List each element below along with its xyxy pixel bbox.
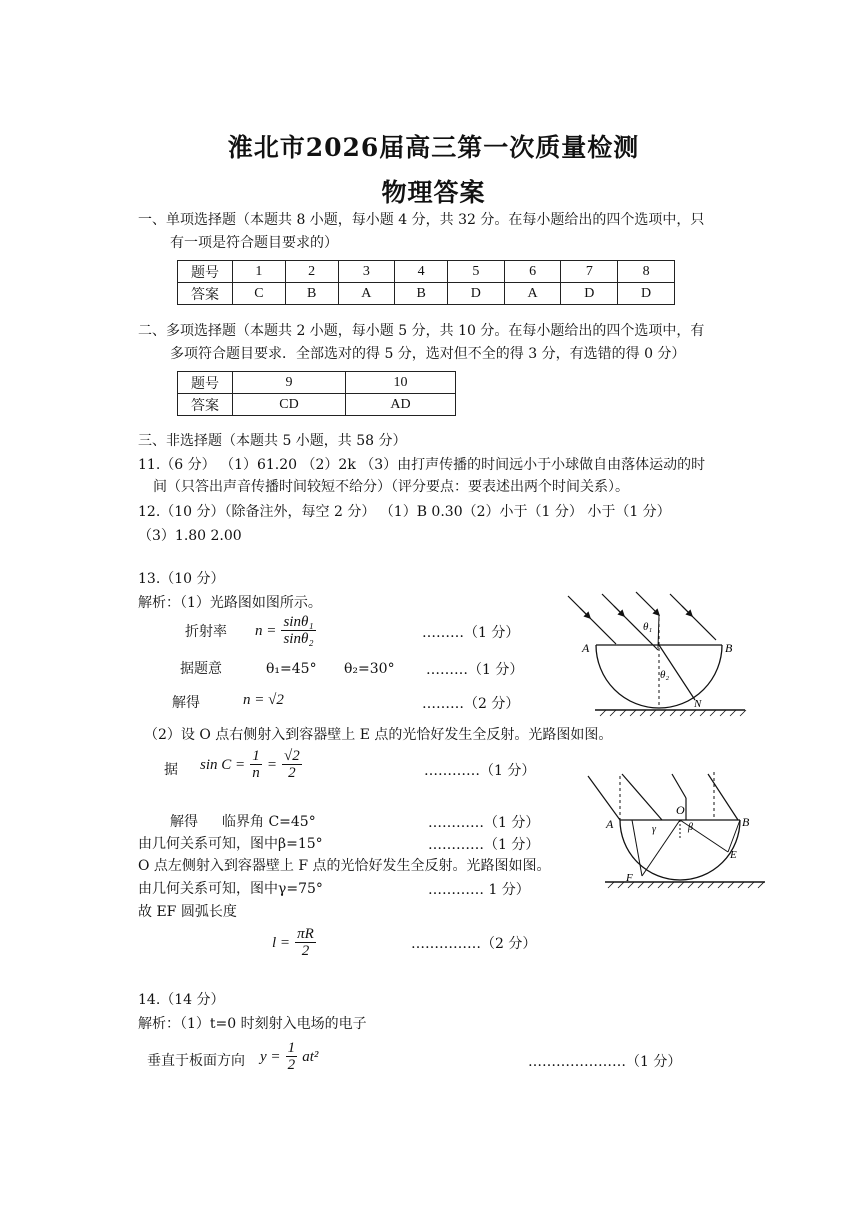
incident-ray — [672, 774, 686, 798]
table-row — [178, 372, 456, 394]
vertical-label: 垂直于板面方向 — [147, 1053, 245, 1069]
row-label: 答案 — [178, 394, 233, 416]
formula-denominator: 2 — [288, 765, 296, 781]
refraction-formula — [255, 614, 316, 647]
formula-lhs: l = — [272, 935, 291, 951]
section1-heading-line1: 一、单项选择题（本题共 8 小题，每小题 4 分，共 32 分。在每小题给出的四个选项中，只 — [138, 212, 705, 228]
row-label: 答案 — [178, 283, 233, 305]
formula-numerator: √2 — [284, 748, 300, 764]
label-n: N — [694, 698, 702, 710]
answer-cell: AD — [346, 394, 456, 416]
answer-cell: A — [338, 283, 395, 305]
formula-numerator: 1 — [252, 748, 260, 764]
arc-length-formula — [272, 926, 316, 959]
section3-heading: 三、非选择题（本题共 5 小题，共 58 分） — [138, 433, 407, 449]
reflected-ray — [642, 820, 680, 876]
arrow-icon — [614, 606, 624, 616]
score-dots: ……………（2 分） — [411, 936, 537, 952]
light-path-diagram-2 — [580, 768, 770, 893]
section2-heading-line2: 多项符合题目要求．全部选对的得 5 分，选对但不全的得 3 分，有选错的得 0 分） — [170, 346, 686, 362]
table-row — [178, 261, 675, 283]
formula-lhs: y = — [260, 1049, 281, 1065]
label-e: E — [730, 849, 737, 861]
formula-numerator: 1 — [287, 1040, 296, 1056]
question-number: 1 — [233, 261, 286, 283]
question-number: 6 — [504, 261, 561, 283]
arc-label: 故 EF 圆弧长度 — [138, 904, 237, 920]
answer-cell: CD — [233, 394, 346, 416]
incident-ray — [670, 594, 716, 640]
sinc-formula — [200, 748, 302, 781]
section2-heading-line1: 二、多项选择题（本题共 2 小题，每小题 5 分，共 10 分。在每小题给出的四个选项中，有 — [138, 323, 705, 339]
question-number: 5 — [447, 261, 504, 283]
formula-denominator: 2 — [287, 1057, 296, 1073]
light-path-diagram-1 — [560, 588, 750, 723]
score-dots: ………（1 分） — [422, 625, 520, 641]
multi-choice-answer-table — [177, 371, 456, 416]
given-label: 据题意 — [180, 661, 222, 677]
displacement-formula — [260, 1040, 318, 1073]
geometry-beta: 由几何关系可知，图中β=15° — [138, 836, 323, 852]
left-side-text: O 点左侧射入到容器壁上 F 点的光恰好发生全反射。光路图如图。 — [138, 858, 551, 874]
question-number: 4 — [395, 261, 448, 283]
label-beta: β — [688, 822, 693, 833]
formula-lhs: n = — [255, 623, 277, 639]
label-a: A — [582, 641, 590, 655]
formula-lhs: sin C = — [200, 757, 246, 773]
formula-numerator: sinθ₁ — [283, 614, 314, 630]
question-number: 7 — [561, 261, 618, 283]
answer-cell: C — [233, 283, 286, 305]
formula-denominator: 2 — [301, 943, 310, 959]
formula-numerator: πR — [297, 926, 314, 942]
answer-cell: B — [395, 283, 448, 305]
section1-heading-line2: 有一项是符合题目要求的） — [170, 235, 338, 251]
ju-label: 据 — [164, 762, 178, 778]
score-dots: ………（2 分） — [422, 696, 520, 712]
q12-line1: 12.（10 分）（除备注外，每空 2 分） （1）B 0.30（2）小于（1 分） 小于（1 分） — [138, 504, 671, 520]
arrow-icon — [580, 608, 590, 618]
q11-line2: 间（只答出声音传播时间较短不给分）（评分要点：要表述出两个时间关系）。 — [153, 479, 629, 495]
q14-analysis: 解析：（1）t=0 时刻射入电场的电子 — [138, 1016, 367, 1032]
row-label: 题号 — [178, 261, 233, 283]
crit-label: 解得 — [170, 814, 198, 830]
score-dots: …………（1 分） — [424, 763, 536, 779]
score-dots: ………… 1 分） — [428, 882, 530, 898]
label-theta2: θ₂ — [660, 669, 670, 681]
incident-ray — [708, 774, 738, 820]
refracted-ray — [632, 820, 642, 876]
q13-analysis: 解析：（1）光路图如图所示。 — [138, 595, 322, 611]
label-gamma: γ — [652, 824, 656, 835]
score-dots: …………（1 分） — [428, 815, 540, 831]
incident-ray — [622, 774, 662, 820]
formula-denominator: n — [252, 765, 260, 781]
answer-cell: A — [504, 283, 561, 305]
label-f: F — [626, 872, 633, 884]
geometry-gamma: 由几何关系可知，图中γ=75° — [138, 881, 323, 897]
score-dots: …………（1 分） — [428, 837, 540, 853]
q14-header: 14.（14 分） — [138, 992, 225, 1008]
q13-part2: （2）设 O 点右侧射入到容器壁上 E 点的光恰好发生全反射。光路图如图。 — [144, 727, 613, 743]
page-subtitle: 物理答案 — [381, 178, 486, 207]
incident-ray — [588, 776, 620, 820]
q11-line1: 11.（6 分） （1）61.20 （2）2k （3）由打声传播的时间远小于小球做自由落体运动的时 — [138, 457, 706, 473]
formula-equals: = — [266, 757, 277, 773]
question-number: 9 — [233, 372, 346, 394]
answer-cell: D — [447, 283, 504, 305]
question-number: 8 — [618, 261, 675, 283]
label-theta1: θ₁ — [643, 621, 653, 633]
formula-denominator: sinθ₂ — [283, 631, 314, 647]
table-row — [178, 283, 675, 305]
label-b: B — [725, 641, 733, 655]
score-dots: ………（1 分） — [426, 662, 524, 678]
answer-cell: D — [618, 283, 675, 305]
incident-ray — [568, 596, 616, 644]
table-row — [178, 394, 456, 416]
question-number: 10 — [346, 372, 456, 394]
incident-ray — [636, 592, 659, 615]
theta2-value: θ₂=30° — [344, 661, 395, 677]
theta1-value: θ₁=45° — [266, 661, 317, 677]
critical-angle: 临界角 C=45° — [222, 814, 316, 830]
single-choice-answer-table — [177, 260, 675, 305]
solve-label: 解得 — [172, 695, 200, 711]
label-a: A — [606, 817, 614, 831]
score-dots: …………………（1 分） — [528, 1054, 682, 1070]
n-result: n = √2 — [243, 692, 284, 708]
label-b: B — [742, 815, 750, 829]
q12-line2: （3）1.80 2.00 — [138, 528, 242, 544]
formula-rhs: at² — [302, 1049, 319, 1065]
refraction-label: 折射率 — [185, 624, 227, 640]
row-label: 题号 — [178, 372, 233, 394]
answer-cell: D — [561, 283, 618, 305]
q13-header: 13.（10 分） — [138, 571, 225, 587]
question-number: 2 — [285, 261, 338, 283]
label-o: O — [676, 803, 685, 817]
page-title: 淮北市2026届高三第一次质量检测 — [227, 133, 640, 162]
answer-cell: B — [285, 283, 338, 305]
question-number: 3 — [338, 261, 395, 283]
arrow-icon — [682, 606, 692, 616]
ground-hatch — [600, 710, 746, 716]
